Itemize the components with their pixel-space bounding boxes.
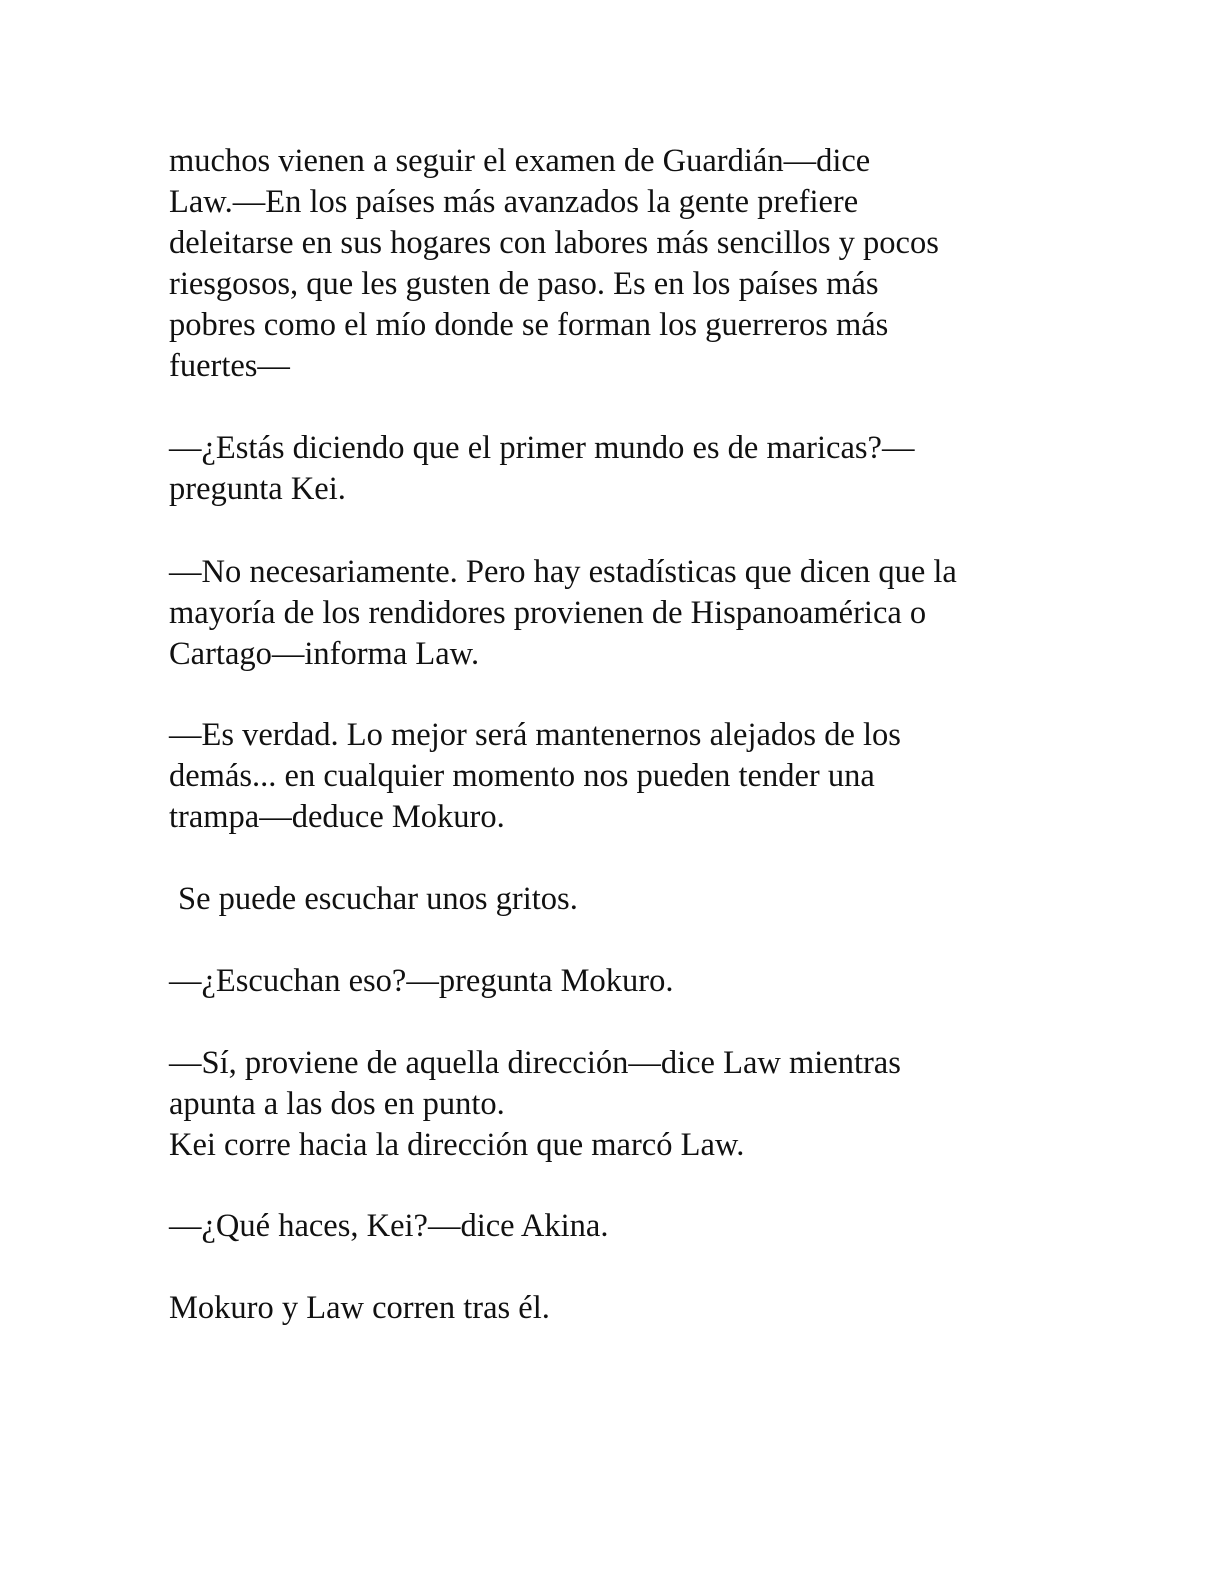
paragraph-4: —Es verdad. Lo mejor será mantenernos alejados de los demás... en cualquier momento nos pueden tender una trampa—deduce Mokuro. [169, 717, 901, 835]
paragraph-5: Se puede escuchar unos gritos. [178, 881, 578, 917]
paragraph-2: —¿Estás diciendo que el primer mundo es de maricas?— pregunta Kei. [169, 430, 915, 507]
paragraph-8: —¿Qué haces, Kei?—dice Akina. [169, 1208, 609, 1244]
paragraph-9: Mokuro y Law corren tras él. [169, 1290, 550, 1326]
paragraph-7: —Sí, proviene de aquella dirección—dice Law mientras apunta a las dos en punto. Kei corre hacia la dirección que marcó Law. [169, 1045, 901, 1163]
paragraph-6: —¿Escuchan eso?—pregunta Mokuro. [169, 963, 674, 999]
paragraph-1: muchos vienen a seguir el examen de Guardián—dice Law.—En los países más avanzados la gente prefiere deleitarse en sus hogares con labores más sencillos y pocos riesgosos, que les gusten de paso. Es en los países más pobres como el mío donde se forman los guerreros más fuertes— [169, 143, 939, 384]
paragraph-3: —No necesariamente. Pero hay estadísticas que dicen que la mayoría de los rendidores provienen de Hispanoamérica o Cartago—informa Law. [169, 554, 957, 672]
